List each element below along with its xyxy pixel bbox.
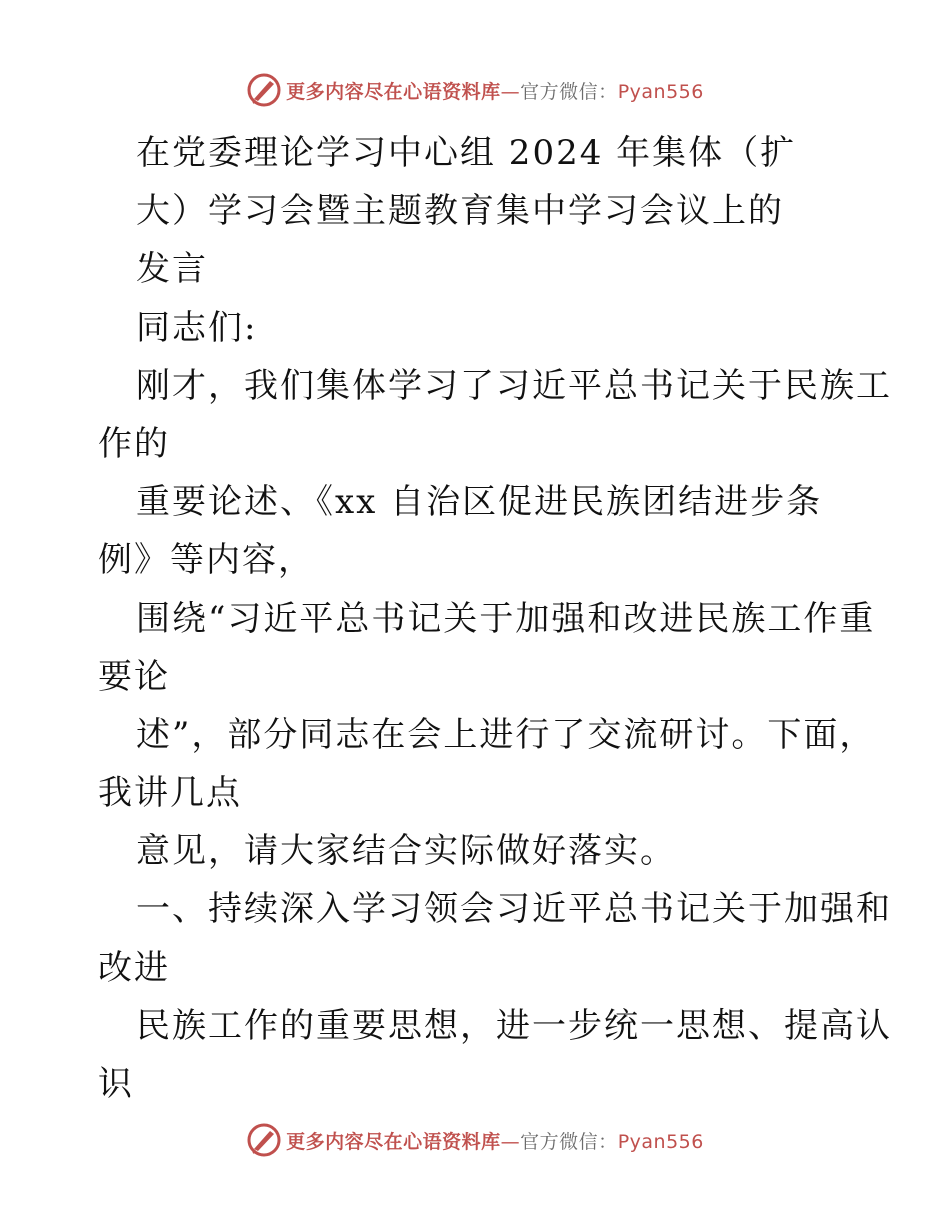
text-line: 围绕“习近平总书记关于加强和改进民族工作重 — [136, 598, 876, 639]
text-line: 重要论述、《xx 自治区促进民族团结进步条 — [136, 482, 823, 523]
watermark-text — [286, 77, 704, 104]
watermark-text — [286, 1127, 704, 1154]
text-line: 改进 — [98, 947, 170, 988]
watermark-main-text: 更多内容尽在心语资料库 — [286, 1130, 501, 1153]
watermark-separator: — — [500, 1130, 521, 1153]
watermark-label: 官方微信： — [520, 80, 618, 103]
quill-seal-logo-icon — [246, 72, 282, 108]
text-line: 要论 — [98, 656, 170, 697]
text-line: 刚才，我们集体学习了习近平总书记关于民族工 — [136, 365, 892, 406]
document-body — [98, 124, 892, 1113]
quill-seal-logo-icon — [246, 1122, 282, 1158]
text-line: 意见，请大家结合实际做好落实。 — [136, 831, 676, 872]
text-line: 民族工作的重要思想，进一步统一思想、提高认 — [136, 1005, 892, 1046]
watermark-label: 官方微信： — [520, 1130, 618, 1153]
text-line: 述”，部分同志在会上进行了交流研讨。下面， — [136, 714, 876, 755]
text-line: 大）学习会暨主题教育集中学习会议上的 — [136, 191, 784, 232]
text-line: 作的 — [98, 423, 170, 464]
text-line: 识 — [98, 1064, 134, 1104]
watermark-wechat-id: Pyan556 — [617, 80, 704, 103]
text-line: 我讲几点 — [98, 773, 242, 814]
top-watermark-banner — [0, 70, 950, 110]
bottom-watermark-banner — [0, 1120, 950, 1160]
text-line: 同志们: — [136, 307, 258, 348]
watermark-separator: — — [500, 80, 521, 103]
text-line: 在党委理论学习中心组 2024 年集体（扩 — [136, 133, 797, 173]
text-line: 发言 — [136, 249, 208, 290]
watermark-wechat-id: Pyan556 — [617, 1130, 704, 1153]
text-line: 一、持续深入学习领会习近平总书记关于加强和 — [136, 889, 892, 930]
watermark-main-text: 更多内容尽在心语资料库 — [286, 80, 501, 103]
text-line: 例》等内容， — [98, 540, 314, 581]
